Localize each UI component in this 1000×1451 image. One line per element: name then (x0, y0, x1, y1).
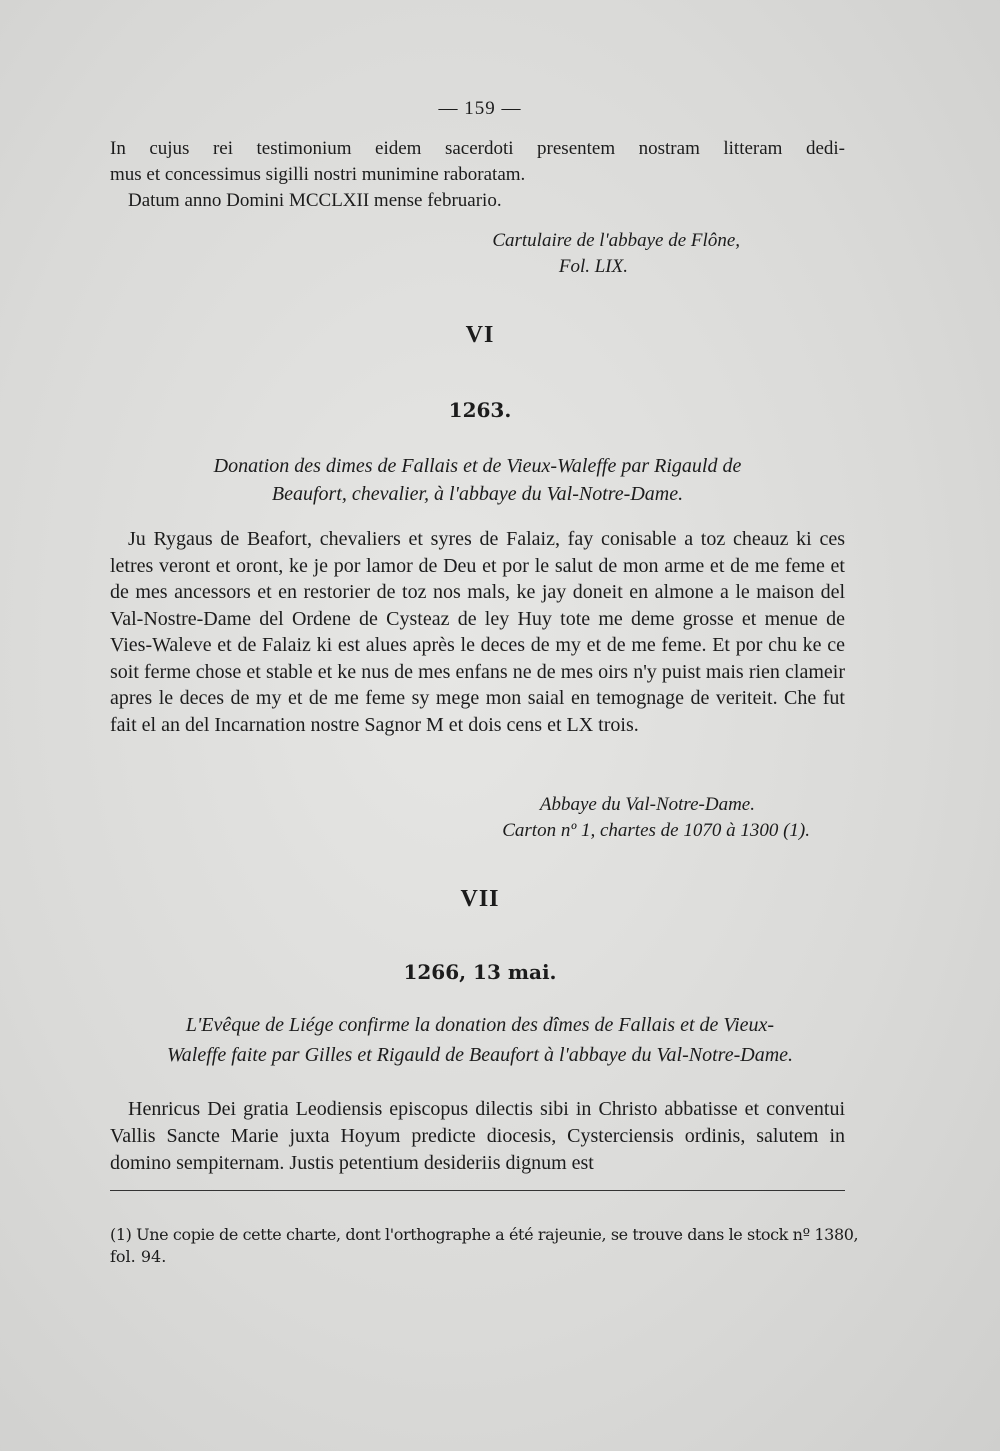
source-1-line-1: Cartulaire de l'abbaye de Flône, (492, 230, 740, 251)
opening-paragraph (110, 136, 845, 214)
section-vi-summary-line-1: Donation des dimes de Fallais et de Vieux-Waleffe par Rigauld de (213, 455, 742, 477)
footnote-divider (110, 1190, 845, 1191)
section-vii-date: 1266, 13 mai. (403, 960, 557, 984)
section-vi-summary (110, 452, 845, 508)
section-vi-date: 1263. (448, 398, 512, 422)
opening-line-1: In cujus rei testimonium eidem sacerdoti presentem nostram litteram dedi- (110, 138, 845, 159)
section-vii-summary-line-1: L'Evêque de Liége confirme la donation des dîmes de Fallais et de Vieux- (185, 1014, 775, 1036)
opening-line-2: mus et concessimus sigilli nostri munimine raboratam. (110, 164, 526, 185)
source-citation-1 (110, 228, 740, 280)
section-vi-source-line-2: Carton nº 1, chartes de 1070 à 1300 (1). (502, 820, 810, 841)
datum-line: Datum anno Domini MCCLXII mense februario. (128, 190, 502, 211)
footnote (110, 1224, 859, 1268)
section-vi-charter-text: Ju Rygaus de Beafort, chevaliers et syres de Falaiz, fay conisable a toz cheauz ki ces letres veront et oront, ke je por lamor de Deu et por le salut de mon arme et de me feme et de mes ancessors et en restorier de toz nos mals, ke jay doneit en almone a le maison del Val-Nostre-Dame del Ordene de Cysteaz de ley Huy tote me deme grosse et menue de Vies-Waleve et de Falaiz ki est alues après le deces de my et de me feme. Et por chu ke ce soit ferme chose et stable et ke nus de mes enfans ne de mes oirs n'y puist mais rien clameir apres le deces de my et de me feme sy mege mon saial en temognage de veriteit. Che fut fait el an del Incarnation nostre Sagnor M et dois cens et LX trois. (110, 528, 845, 736)
footnote-line-1: (1) Une copie de cette charte, dont l'orthographe a été rajeunie, se trouve dans le stock nº 1380, (110, 1225, 859, 1244)
source-1-line-2: Fol. LIX. (558, 256, 628, 277)
section-vi-source (110, 792, 810, 844)
section-vi-summary-line-2: Beaufort, chevalier, à l'abbaye du Val-Notre-Dame. (271, 483, 684, 505)
page-number: — 159 — (438, 98, 522, 119)
section-vii-summary-line-2: Waleffe faite par Gilles et Rigauld de Beaufort à l'abbaye du Val-Notre-Dame. (166, 1044, 794, 1066)
footnote-line-2: fol. 94. (110, 1247, 167, 1266)
section-numeral-vii: VII (460, 886, 500, 912)
section-numeral-vi: VI (465, 322, 495, 348)
section-vii-charter-text: Henricus Dei gratia Leodiensis episcopus dilectis sibi in Christo abbatisse et conventui Vallis Sancte Marie juxta Hoyum predicte diocesis, Cysterciensis ordinis, salutem in domino sempiternam. Justis petentium desideriis dignum est (110, 1098, 845, 1174)
section-vii-summary (110, 1010, 850, 1070)
section-vi-source-line-1: Abbaye du Val-Notre-Dame. (539, 794, 755, 815)
